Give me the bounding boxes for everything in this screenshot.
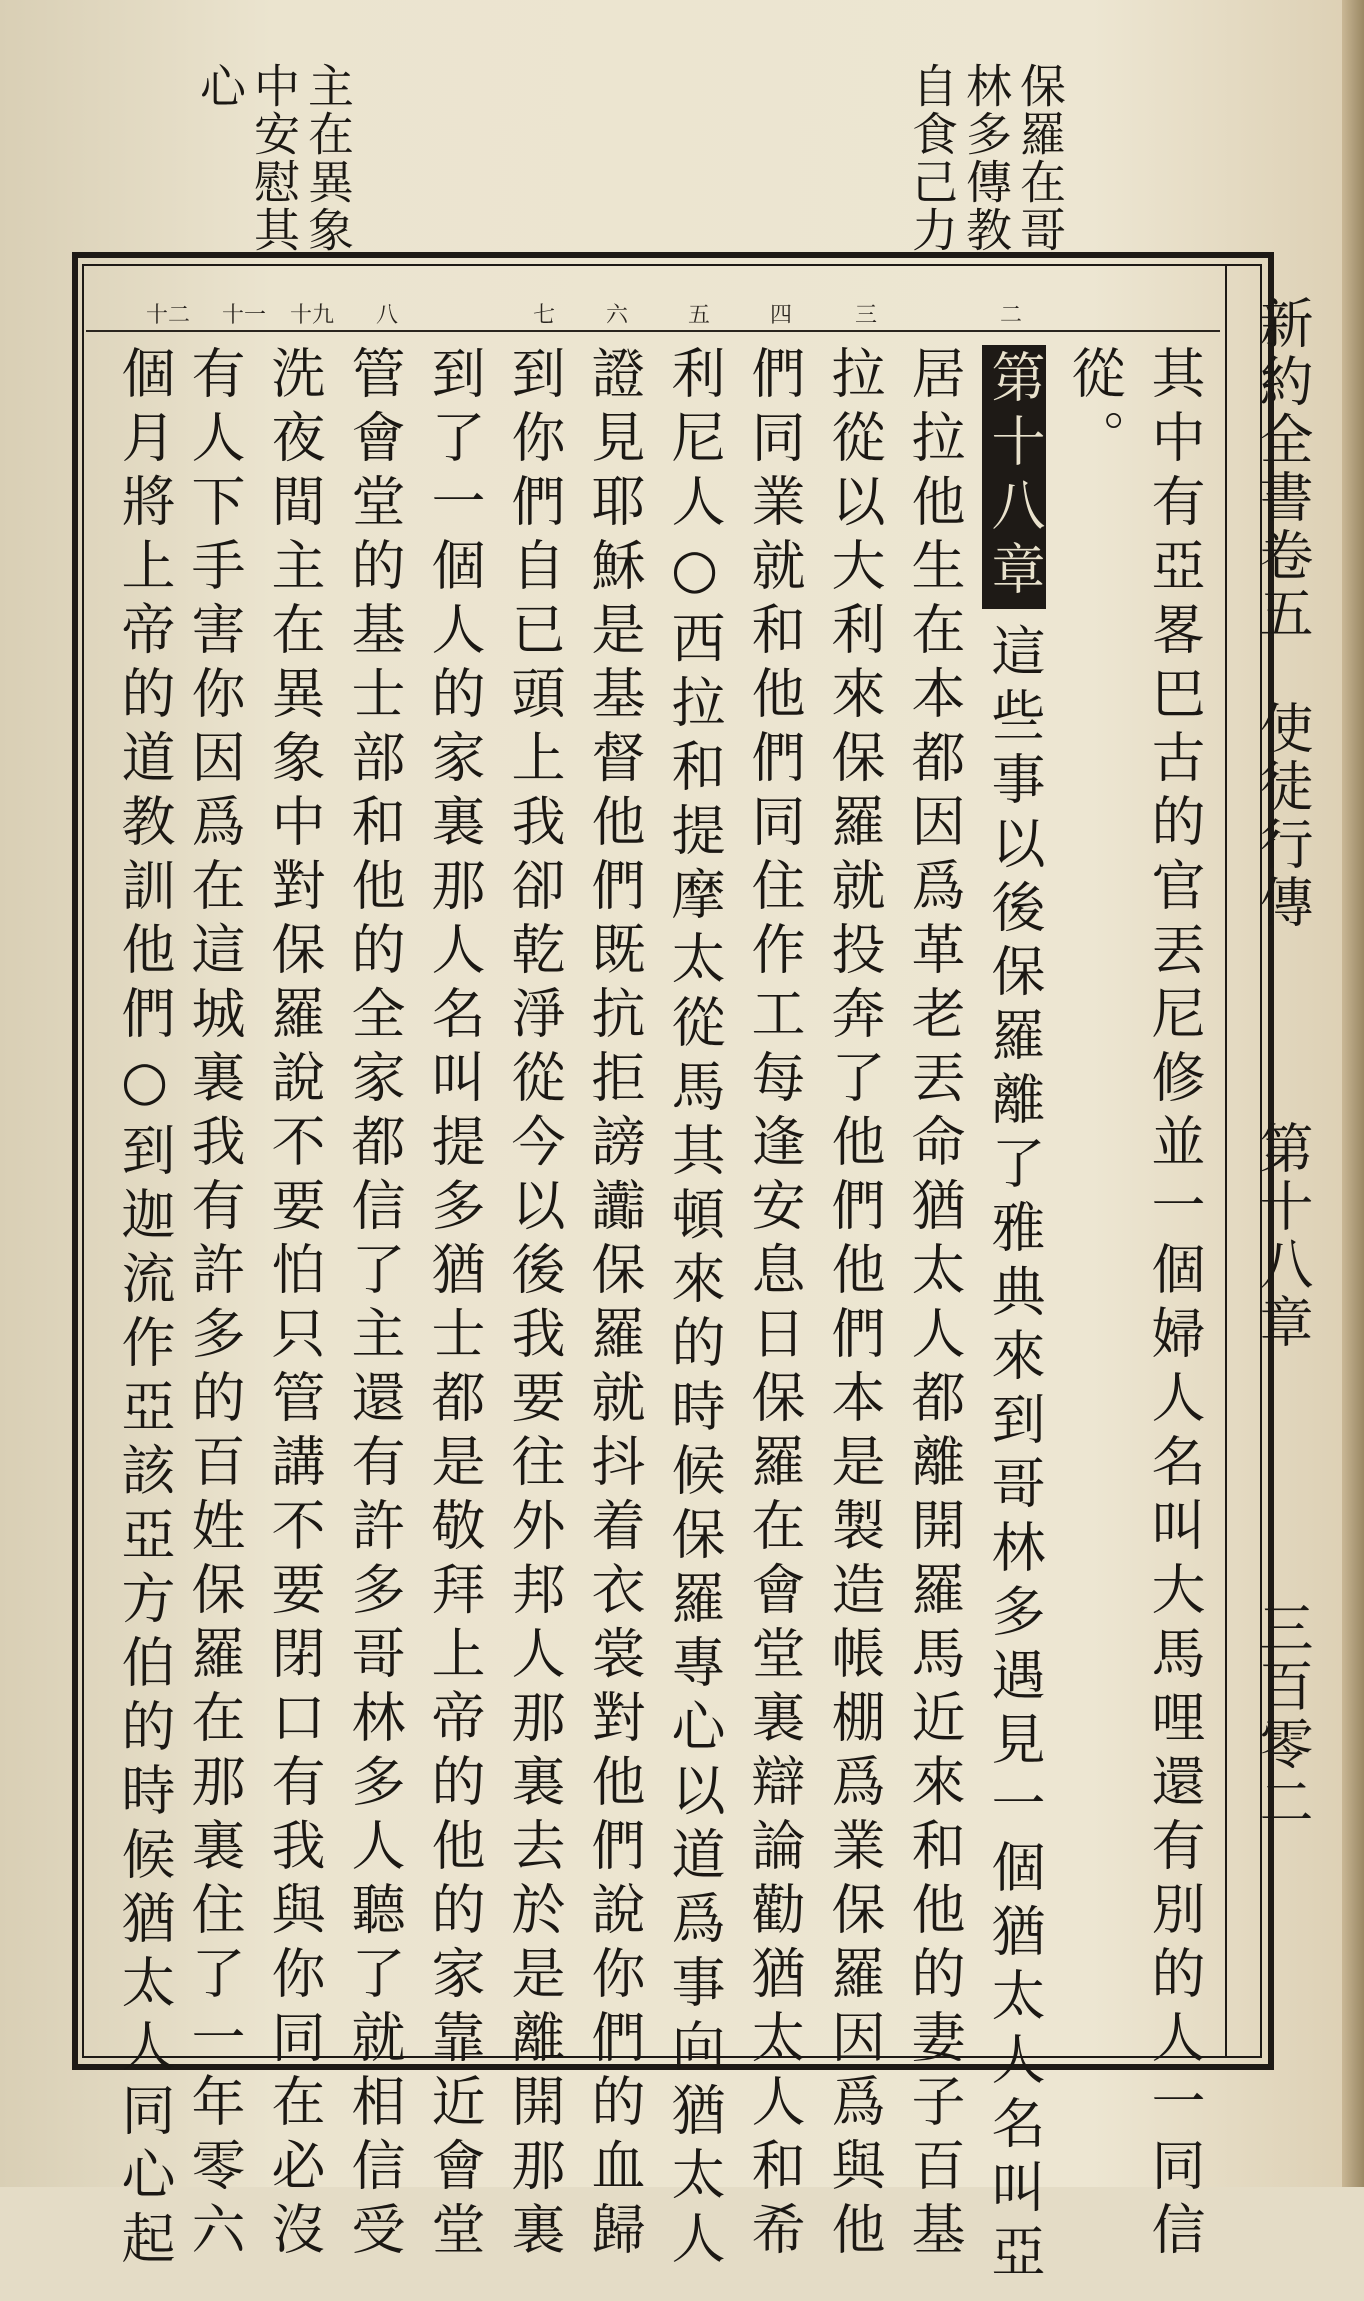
book-part-title: 使徒行傳 — [1251, 700, 1314, 932]
scripture-text — [0, 345, 1364, 2287]
verse-number: 十二 — [146, 303, 191, 328]
margin-note-line: 林多傳教 — [959, 62, 1013, 254]
chapter-heading: 第十八章 — [1251, 1120, 1314, 1352]
text-column: 到你們自已頭上我卻乾淨從今以後我要往外邦人那裏去於是離開那裏 — [503, 345, 566, 2265]
verse-number-rule — [86, 330, 1220, 332]
verse-number: 六 — [606, 303, 629, 328]
text-column: 其中有亞畧巴古的官丟尼修並一個婦人名叫大馬哩還有別的人一同信 — [1143, 345, 1206, 2265]
text-column: 拉從以大利來保羅就投奔了他們他們本是製造帳棚爲業保羅因爲與他 — [823, 345, 886, 2265]
text-column: 到了一個人的家裏那人名叫提多猶士都是敬拜上帝的他的家靠近會堂 — [423, 345, 486, 2265]
page-number: 三百零二 — [1251, 1600, 1314, 1832]
verse-number-row — [0, 298, 1364, 338]
text-column: 證見耶穌是基督他們既抗拒謗讟保羅就抖着衣裳對他們說你們的血歸 — [583, 345, 646, 2265]
margin-note-line: 中安慰其 — [247, 62, 301, 254]
text-column: 有人下手害你因爲在這城裏我有許多的百姓保羅在那裏住了一年零六 — [183, 345, 246, 2265]
text-column — [982, 345, 1046, 2287]
text-column: 利尼人○西拉和提摩太從馬其頓來的時候保羅專心以道爲事向猶太人 — [663, 345, 726, 2274]
margin-note-line: 自食己力 — [905, 62, 959, 254]
text-column: 從。 — [1063, 345, 1126, 473]
text-column-content: 這些事以後保羅離了雅典來到哥林多遇見一個猶太人名叫亞 — [983, 623, 1046, 2287]
verse-number: 三 — [855, 303, 878, 328]
verse-number: 四 — [770, 303, 793, 328]
verse-number: 十九 — [290, 303, 335, 328]
verse-number: 二 — [1000, 303, 1023, 328]
book-title: 新約全書卷五 — [1251, 295, 1314, 643]
chapter-marker: 第十八章 — [982, 345, 1046, 609]
verse-number: 七 — [533, 303, 556, 328]
text-column: 洗夜間主在異象中對保羅說不要怕只管講不要閉口有我與你同在必沒 — [263, 345, 326, 2265]
text-column: 們同業就和他們同住作工每逢安息日保羅在會堂裏辯論勸猶太人和希 — [743, 345, 806, 2265]
verse-number: 五 — [688, 303, 711, 328]
text-column: 管會堂的基士部和他的全家都信了主還有許多哥林多人聽了就相信受 — [343, 345, 406, 2265]
margin-note-line: 心 — [193, 62, 247, 110]
verse-number: 八 — [376, 303, 399, 328]
margin-note-line: 主在異象 — [301, 62, 355, 254]
margin-note-line: 保羅在哥 — [1013, 62, 1067, 254]
verse-number: 十一 — [222, 303, 267, 328]
text-column: 居拉他生在本都因爲革老丟命猶太人都離開羅馬近來和他的妻子百基 — [903, 345, 966, 2265]
text-column: 個月將上帝的道教訓他們○到迦流作亞該亞方伯的時候猶太人同心起 — [113, 345, 176, 2274]
